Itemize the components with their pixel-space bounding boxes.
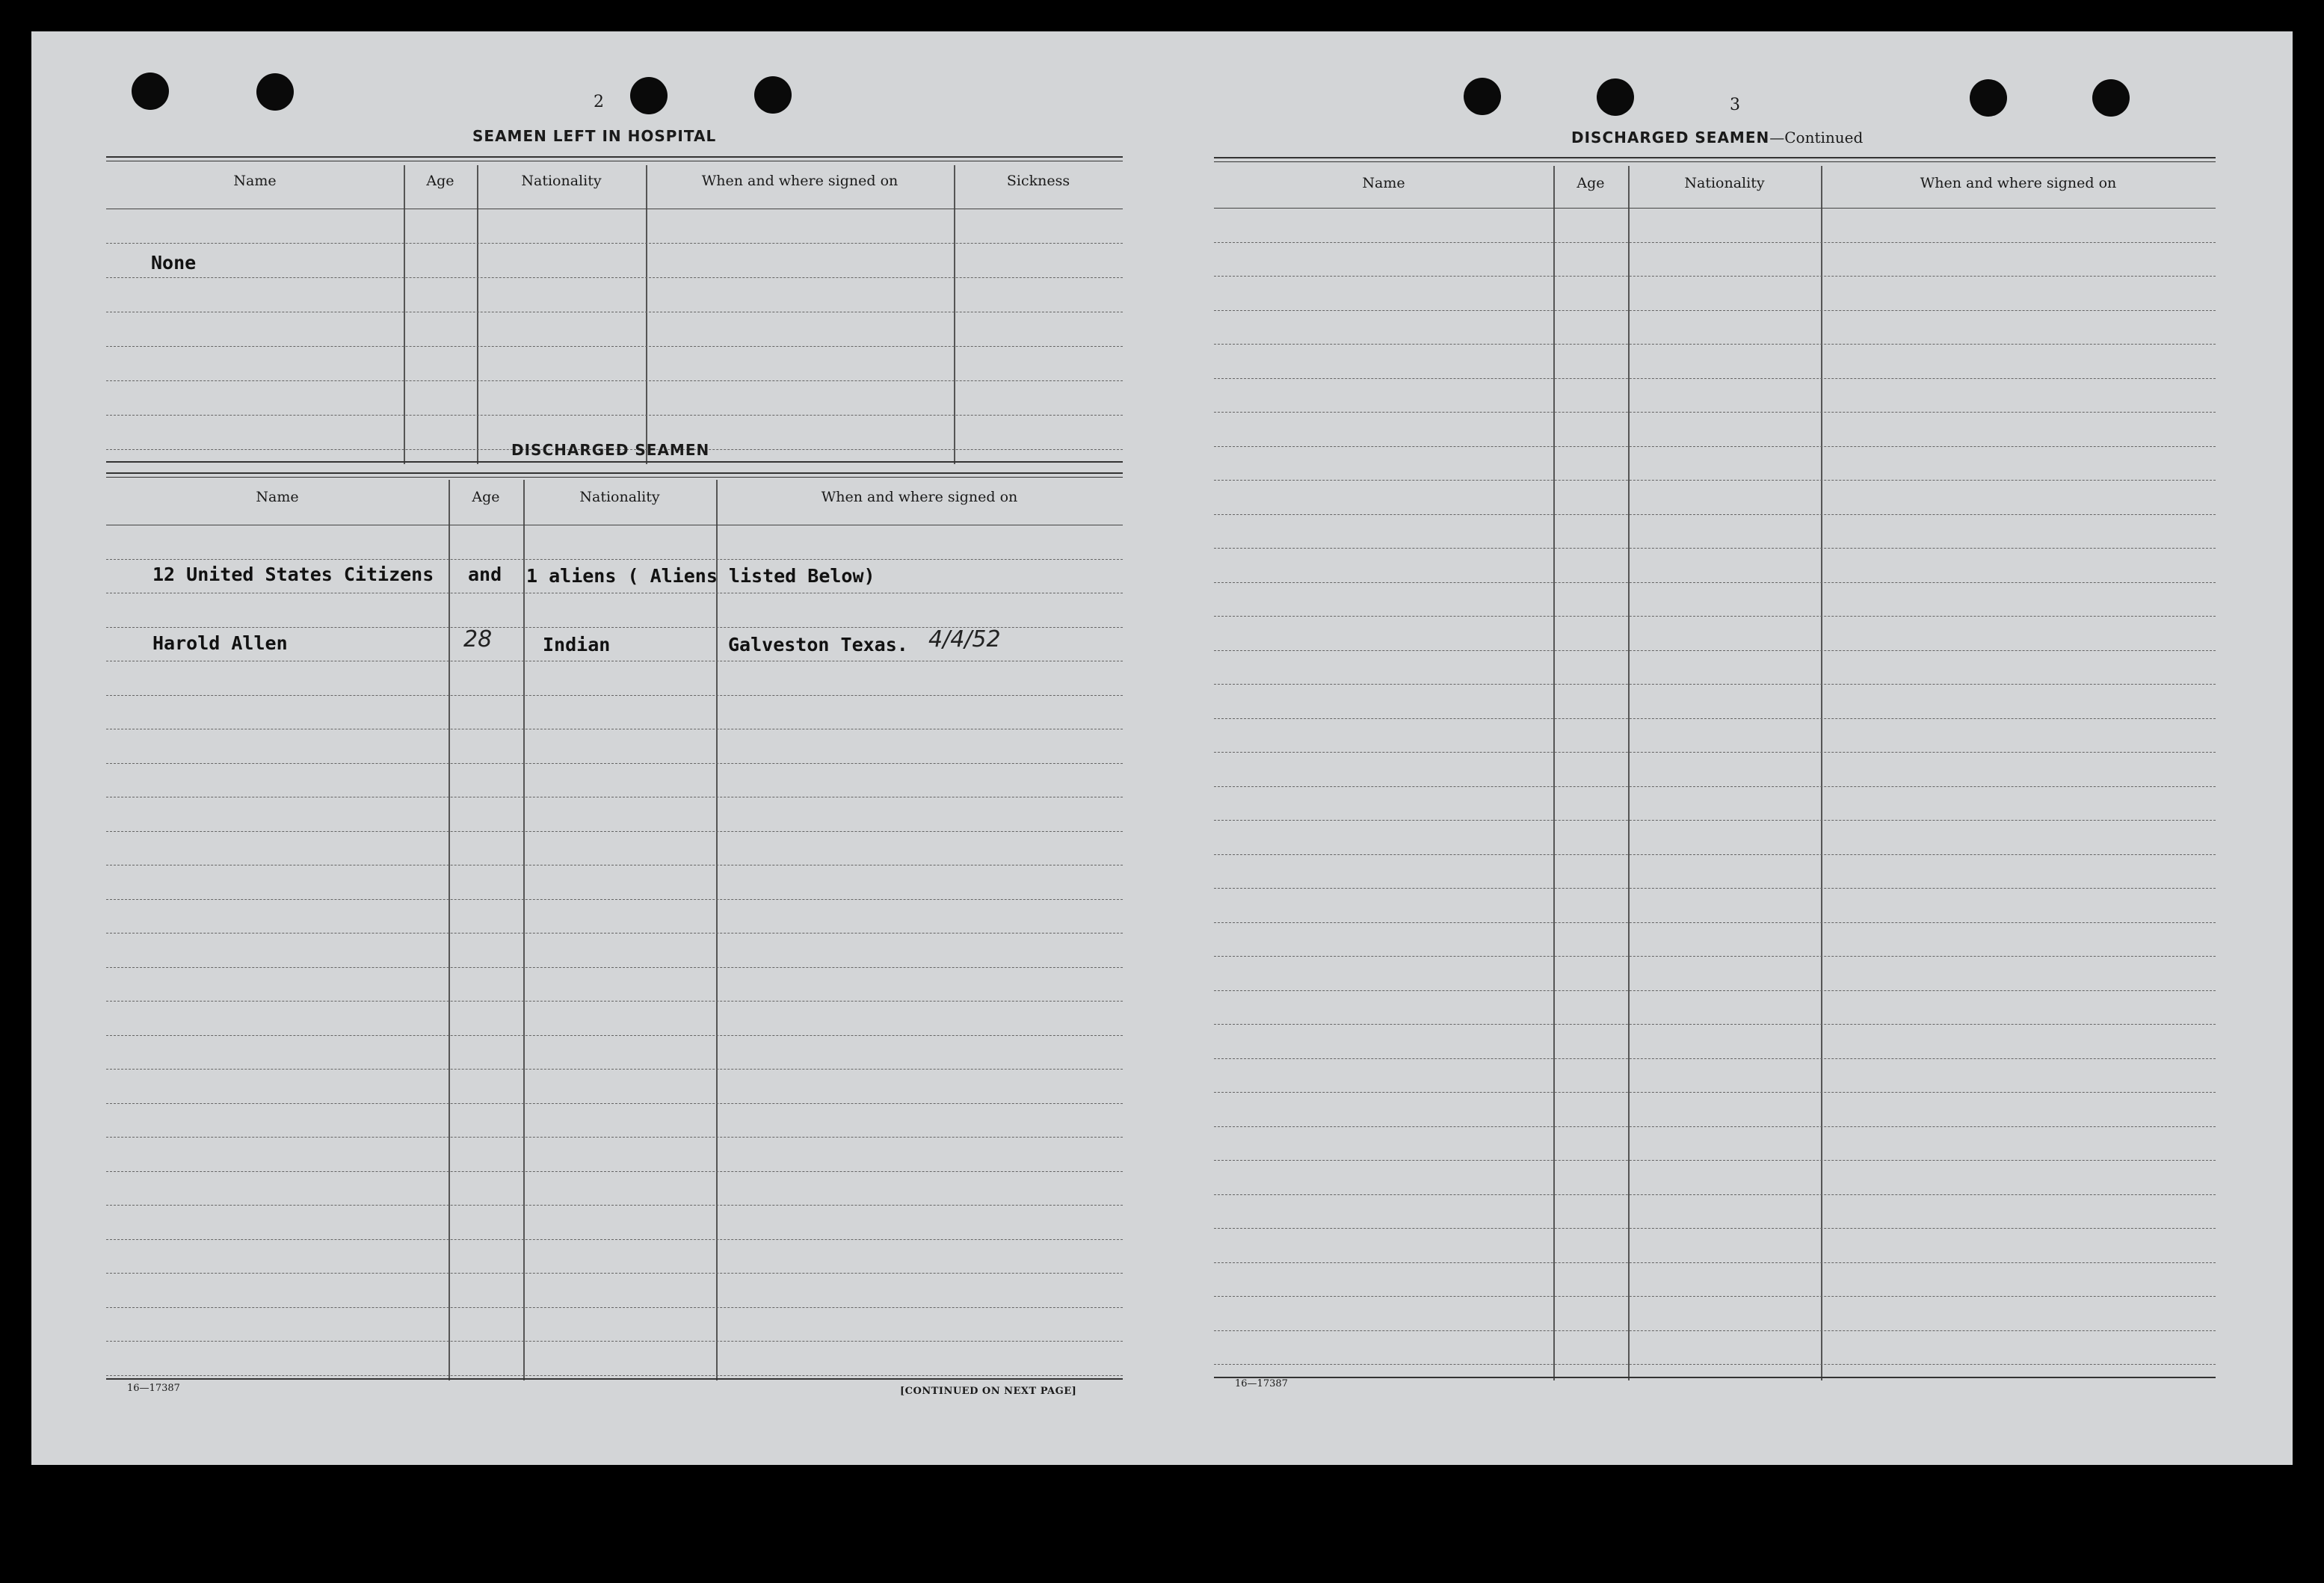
col-header-age: Age <box>472 489 500 505</box>
ruled-line <box>1214 786 2216 787</box>
hospital-section-title: SEAMEN LEFT IN HOSPITAL <box>472 127 717 145</box>
ruled-line <box>1214 1058 2216 1059</box>
ruled-line <box>1214 854 2216 855</box>
ruled-line <box>1214 242 2216 243</box>
ruled-line <box>1214 1092 2216 1093</box>
ruled-line <box>1214 1024 2216 1025</box>
ruled-line <box>106 1001 1123 1002</box>
ruled-line <box>106 1069 1123 1070</box>
ruled-line <box>1214 650 2216 651</box>
seaman-signed-on: Galveston Texas. <box>728 634 908 655</box>
ruled-line <box>106 899 1123 900</box>
ruled-line <box>106 1137 1123 1138</box>
ruled-line <box>106 1375 1123 1376</box>
discharged-section-title: DISCHARGED SEAMEN <box>511 441 710 459</box>
col-header-nationality: Nationality <box>521 173 602 189</box>
document-sheet <box>31 31 2293 1465</box>
ruled-line <box>106 1205 1123 1206</box>
ruled-line <box>1214 718 2216 719</box>
ruled-line <box>106 1239 1123 1240</box>
ruled-line <box>1214 1228 2216 1229</box>
col-header-signed-on: When and where signed on <box>701 173 899 189</box>
continued-note: [CONTINUED ON NEXT PAGE] <box>900 1386 1077 1397</box>
col-header-sickness: Sickness <box>1006 173 1070 189</box>
seaman-name: Harold Allen <box>152 632 288 654</box>
discharged-table <box>106 472 1123 1407</box>
form-code: 16—17387 <box>1235 1378 1288 1389</box>
ruled-line <box>106 559 1123 560</box>
ruled-line <box>106 1103 1123 1104</box>
ruled-line <box>1214 446 2216 447</box>
ruled-line <box>1214 1364 2216 1365</box>
ruled-line <box>1214 820 2216 821</box>
ruled-line <box>1214 548 2216 549</box>
ruled-line <box>106 277 1123 278</box>
form-code: 16—17387 <box>127 1383 180 1394</box>
section-title-main: DISCHARGED SEAMEN <box>1571 129 1770 146</box>
ruled-line <box>1214 276 2216 277</box>
col-header-nationality: Nationality <box>579 489 660 505</box>
section-title <box>1571 129 1863 146</box>
hospital-entry: None <box>151 252 197 274</box>
seaman-age: 28 <box>463 626 493 652</box>
ruled-line <box>1214 888 2216 889</box>
ruled-line <box>106 1273 1123 1274</box>
col-header-name: Name <box>1362 175 1405 191</box>
ruled-line <box>1214 1160 2216 1161</box>
ruled-line <box>106 1307 1123 1308</box>
col-header-name: Name <box>256 489 299 505</box>
col-header-age: Age <box>426 173 454 189</box>
discharged-summary-aliens: 1 aliens ( Aliens listed Below) <box>526 565 875 587</box>
ruled-line <box>1214 378 2216 379</box>
seaman-signed-date: 4/4/52 <box>928 626 1001 652</box>
ruled-line <box>1214 1194 2216 1195</box>
ruled-line <box>1214 616 2216 617</box>
ruled-line <box>106 763 1123 764</box>
ruled-line <box>106 1035 1123 1036</box>
ruled-line <box>106 380 1123 381</box>
ruled-line <box>106 695 1123 696</box>
ruled-line <box>1214 990 2216 991</box>
col-header-signed-on: When and where signed on <box>821 489 1018 505</box>
col-header-name: Name <box>233 173 277 189</box>
ruled-line <box>1214 922 2216 923</box>
ruled-line <box>106 1341 1123 1342</box>
ruled-line <box>1214 1126 2216 1127</box>
ruled-line <box>106 1171 1123 1172</box>
ruled-line <box>1214 514 2216 515</box>
discharged-summary-and: and <box>468 564 502 585</box>
ruled-line <box>106 346 1123 347</box>
page-number: 3 <box>1730 96 1740 114</box>
ruled-line <box>1214 310 2216 311</box>
ruled-line <box>1214 752 2216 753</box>
hospital-table <box>106 156 1123 455</box>
col-header-signed-on: When and where signed on <box>1920 175 2117 191</box>
ruled-line <box>106 967 1123 968</box>
seaman-nationality: Indian <box>543 634 611 655</box>
ruled-line <box>1214 344 2216 345</box>
ruled-line <box>1214 480 2216 481</box>
ruled-line <box>1214 582 2216 583</box>
section-title-suffix: —Continued <box>1769 129 1864 146</box>
col-header-age: Age <box>1576 175 1605 191</box>
right-page <box>1168 31 2293 1465</box>
page-number: 2 <box>594 93 604 111</box>
discharged-continued-table <box>1214 157 2216 1413</box>
ruled-line <box>1214 1296 2216 1297</box>
ruled-line <box>1214 412 2216 413</box>
ruled-line <box>1214 1330 2216 1331</box>
ruled-line <box>1214 684 2216 685</box>
discharged-summary-count: 12 United States Citizens <box>152 564 434 585</box>
ruled-line <box>106 831 1123 832</box>
ruled-line <box>106 933 1123 934</box>
ruled-line <box>1214 1262 2216 1263</box>
ruled-line <box>106 243 1123 244</box>
ruled-line <box>1214 956 2216 957</box>
ruled-line <box>106 415 1123 416</box>
col-header-nationality: Nationality <box>1684 175 1765 191</box>
left-page <box>31 31 1153 1465</box>
